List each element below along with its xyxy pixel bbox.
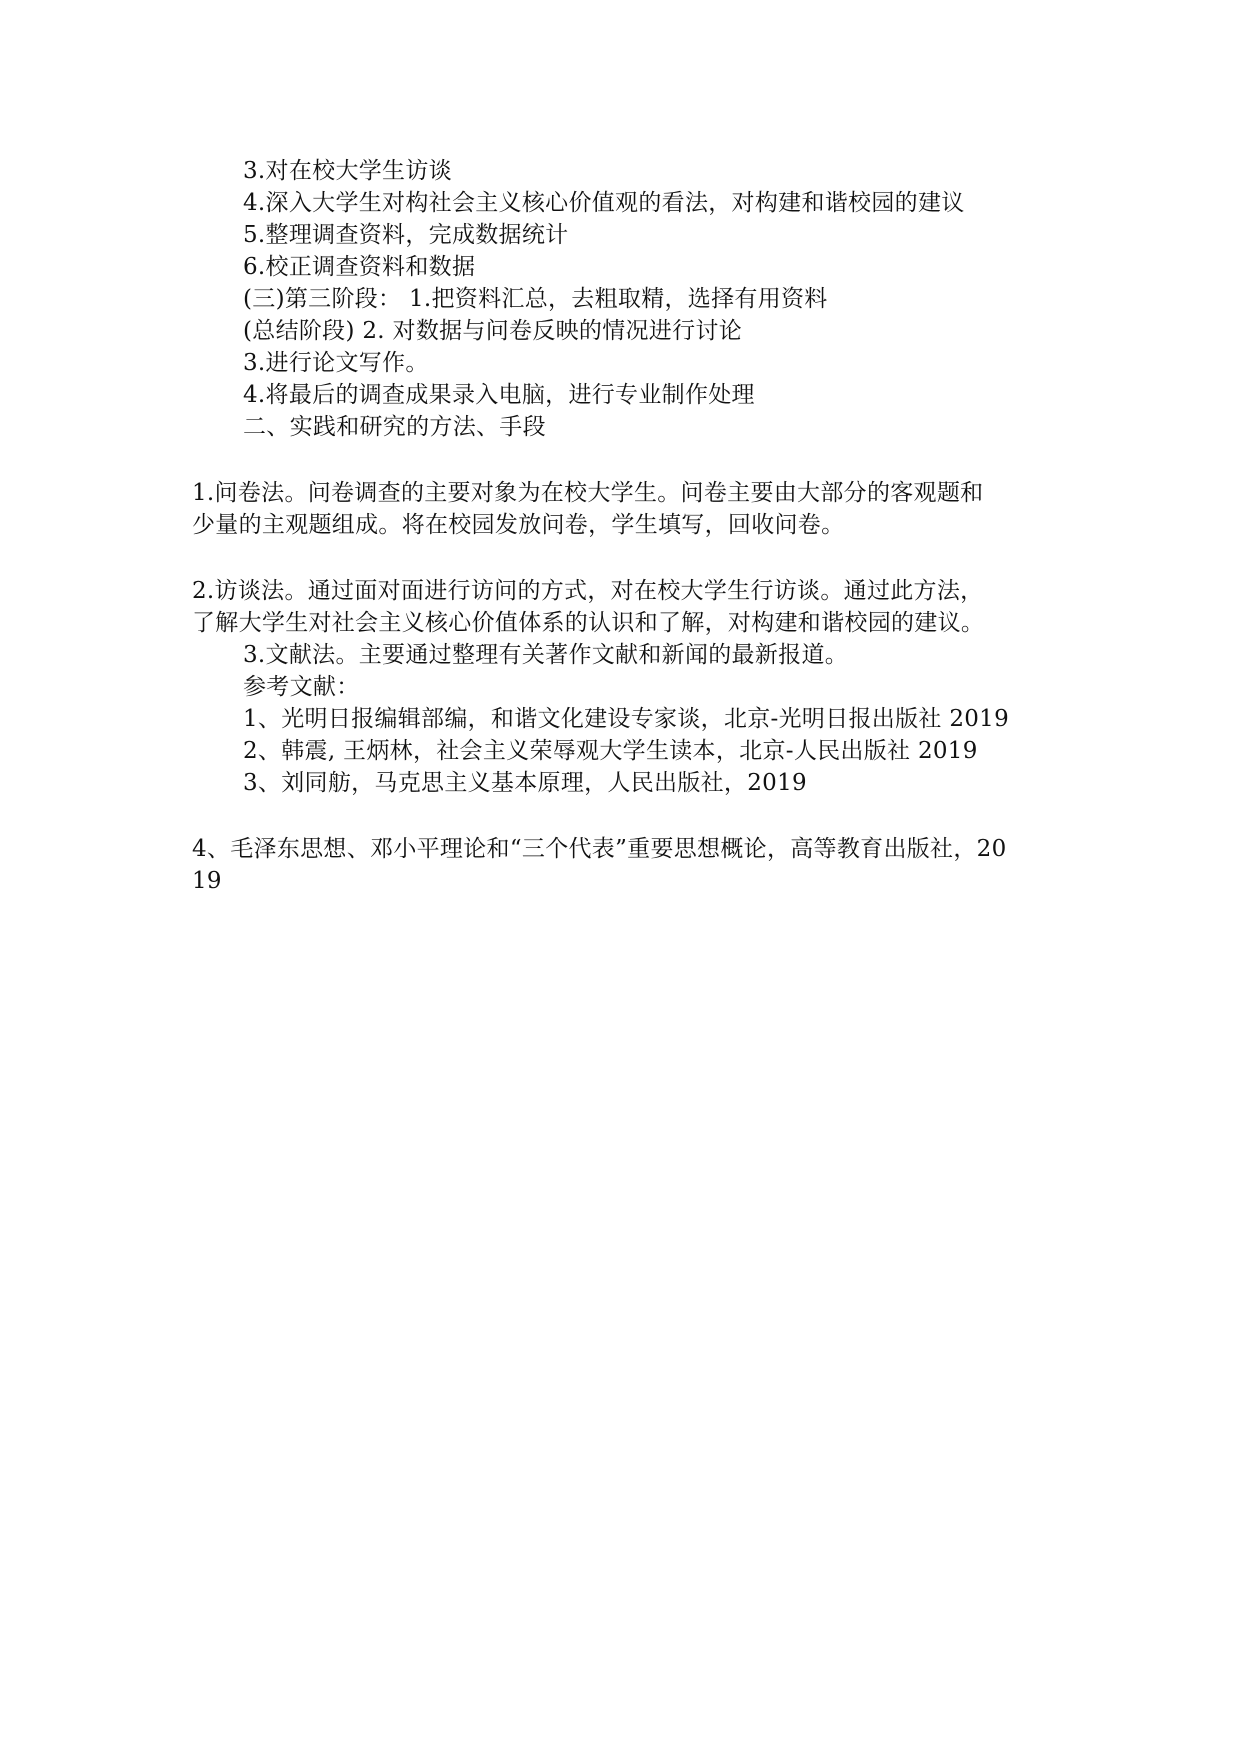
stage-item: (三)第三阶段： 1.把资料汇总，去粗取精，选择有用资料 bbox=[243, 286, 828, 312]
reference-item: 3、刘同舫，马克思主义基本原理，人民出版社，2019 bbox=[243, 770, 807, 796]
method-questionnaire-line: 少量的主观题组成。将在校园发放问卷，学生填写，回收问卷。 bbox=[192, 512, 845, 538]
section-heading: 二、实践和研究的方法、手段 bbox=[243, 414, 546, 440]
stage-item: 4.将最后的调查成果录入电脑，进行专业制作处理 bbox=[243, 382, 755, 408]
reference-item-4-line: 19 bbox=[192, 868, 222, 894]
reference-item-4-line: 4、毛泽东思想、邓小平理论和“三个代表”重要思想概论，高等教育出版社，20 bbox=[192, 836, 1007, 862]
references-heading: 参考文献： bbox=[243, 674, 360, 700]
stage-item: 4.深入大学生对构社会主义核心价值观的看法，对构建和谐校园的建议 bbox=[243, 190, 965, 216]
reference-item: 1、光明日报编辑部编，和谐文化建设专家谈，北京-光明日报出版社 2019 bbox=[243, 706, 1010, 732]
method-literature: 3.文献法。主要通过整理有关著作文献和新闻的最新报道。 bbox=[243, 642, 849, 668]
stage-item: 3.进行论文写作。 bbox=[243, 350, 429, 376]
stage-item: 5.整理调查资料，完成数据统计 bbox=[243, 222, 569, 248]
method-interview-line: 2.访谈法。通过面对面进行访问的方式，对在校大学生行访谈。通过此方法， bbox=[192, 578, 984, 604]
stage-item: (总结阶段) 2. 对数据与问卷反映的情况进行讨论 bbox=[243, 318, 743, 344]
reference-item: 2、韩震, 王炳林，社会主义荣辱观大学生读本，北京-人民出版社 2019 bbox=[243, 738, 978, 764]
stage-item: 3.对在校大学生访谈 bbox=[243, 158, 452, 184]
stage-item: 6.校正调查资料和数据 bbox=[243, 254, 476, 280]
method-interview-line: 了解大学生对社会主义核心价值体系的认识和了解，对构建和谐校园的建议。 bbox=[192, 610, 985, 636]
method-questionnaire-line: 1.问卷法。问卷调查的主要对象为在校大学生。问卷主要由大部分的客观题和 bbox=[192, 480, 984, 506]
